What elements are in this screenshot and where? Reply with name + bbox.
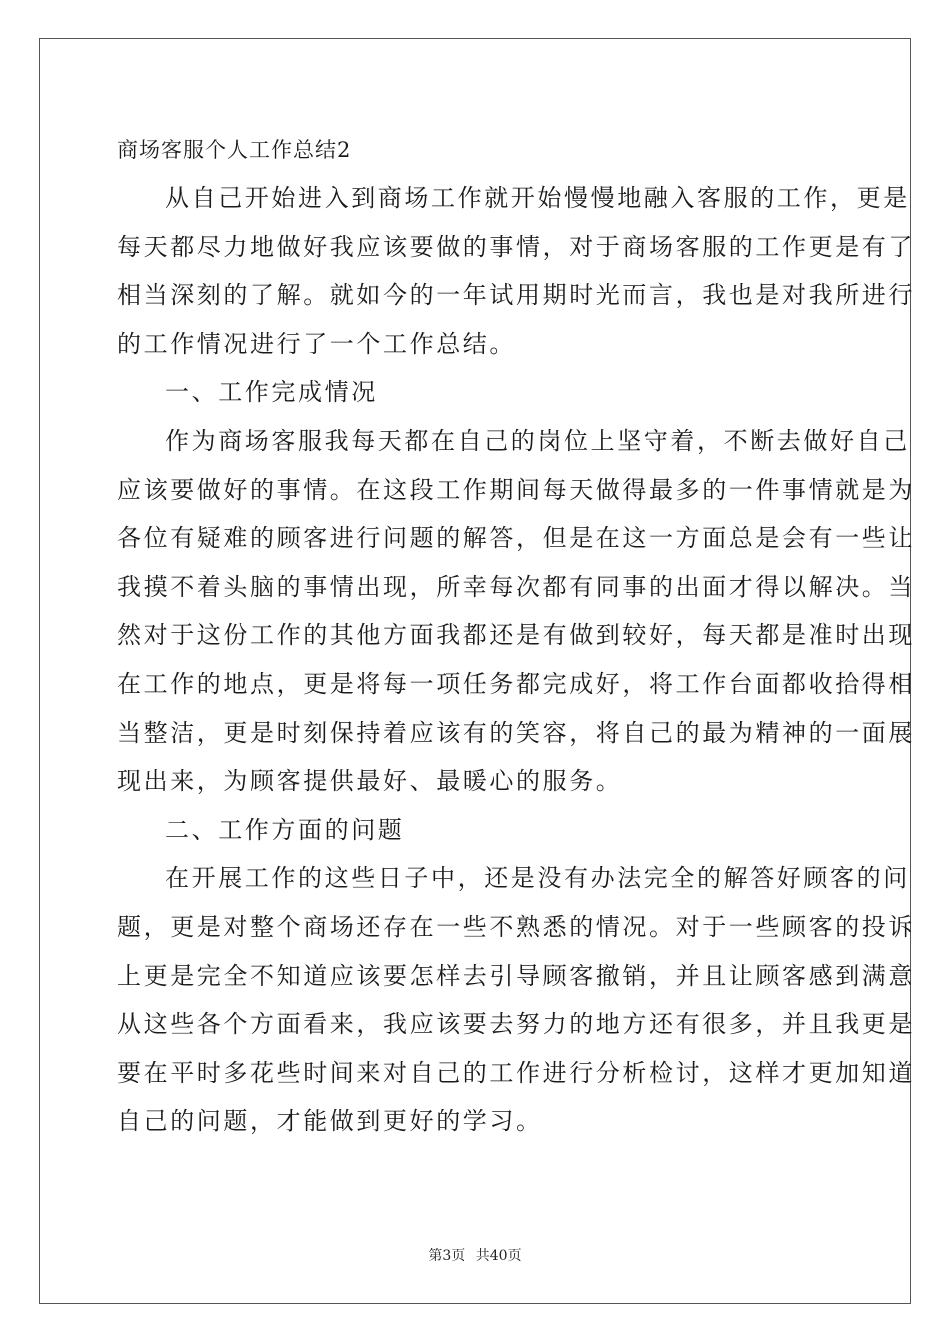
text-line: 作为商场客服我每天都在自己的岗位上坚守着，不断去做好自己 (165, 426, 910, 455)
text-line: 在开展工作的这些日子中，还是没有办法完全的解答好顾客的问 (165, 864, 910, 893)
text-line: 现出来，为顾客提供最好、最暖心的服务。 (117, 767, 623, 796)
text-line: 的工作情况进行了一个工作总结。 (117, 329, 516, 358)
text-line: 当整洁，更是时刻保持着应该有的笑容，将自己的最为精神的一面展 (117, 718, 915, 747)
document-body (117, 126, 915, 1146)
text-line: 各位有疑难的顾客进行问题的解答，但是在这一方面总是会有一些让 (117, 524, 915, 553)
text-line: 二、工作方面的问题 (165, 815, 405, 844)
text-line: 题，更是对整个商场还存在一些不熟悉的情况。对于一些顾客的投诉 (117, 912, 915, 941)
text-line: 自己的问题，才能做到更好的学习。 (117, 1107, 543, 1136)
text-line: 应该要做好的事情。在这段工作期间每天做得最多的一件事情就是为 (117, 475, 915, 504)
page-number: 第3页 (428, 1248, 466, 1264)
document-title: 商场客服个人工作总结2 (117, 138, 352, 162)
text-line: 从自己开始进入到商场工作就开始慢慢地融入客服的工作，更是 (165, 184, 910, 212)
text-line: 从这些各个方面看来，我应该要去努力的地方还有很多，并且我更是 (117, 1010, 915, 1039)
page-total: 共40页 (475, 1248, 522, 1264)
text-line: 相当深刻的了解。就如今的一年试用期时光而言，我也是对我所进行 (117, 281, 915, 310)
text-line: 每天都尽力地做好我应该要做的事情，对于商场客服的工作更是有了 (117, 232, 915, 261)
text-line: 我摸不着头脑的事情出现，所幸每次都有同事的出面才得以解决。当 (117, 572, 915, 601)
document-paragraphs (117, 174, 915, 1146)
text-line: 上更是完全不知道应该要怎样去引导顾客撤销，并且让顾客感到满意 (117, 961, 915, 990)
text-line: 然对于这份工作的其他方面我都还是有做到较好，每天都是准时出现 (117, 621, 915, 650)
page-footer (0, 1246, 950, 1266)
text-line: 一、工作完成情况 (165, 378, 378, 407)
text-line: 在工作的地点，更是将每一项任务都完成好，将工作台面都收拾得相 (117, 669, 915, 698)
text-line: 要在平时多花些时间来对自己的工作进行分析检讨，这样才更加知道 (117, 1058, 915, 1087)
